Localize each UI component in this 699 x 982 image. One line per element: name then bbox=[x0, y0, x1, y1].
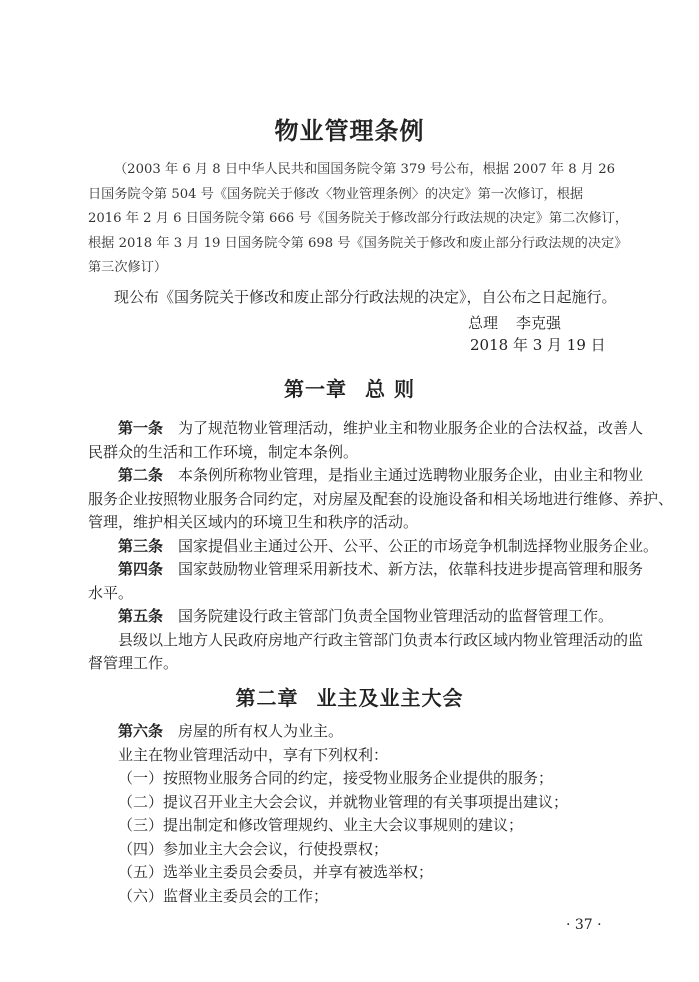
chapter-heading bbox=[0, 373, 699, 402]
paragraph-text: 水平。 bbox=[88, 583, 134, 602]
revision-note-line: 日国务院令第 504 号《国务院关于修改〈物业管理条例〉的决定》第一次修订，根据 bbox=[88, 186, 584, 202]
revision-note bbox=[88, 158, 629, 281]
paragraph-text: 管理，维护相关区域内的环境卫生和秩序的活动。 bbox=[88, 513, 419, 531]
paragraph-line bbox=[88, 464, 644, 488]
article-number: 第五条 bbox=[118, 607, 164, 625]
chapter-body bbox=[88, 417, 674, 676]
paragraph-line bbox=[88, 488, 674, 512]
paragraph-text: 为了规范物业管理活动，维护业主和物业服务企业的合法权益，改善人 bbox=[178, 419, 644, 437]
paragraph-text: 国家提倡业主通过公开、公平、公正的市场竞争机制选择物业服务企业。 bbox=[178, 536, 659, 555]
paragraph-line bbox=[88, 838, 622, 862]
paragraph-line bbox=[88, 605, 622, 629]
paragraph-text: 服务企业按照物业服务合同约定，对房屋及配套的设施设备和相关场地进行维修、养护、 bbox=[88, 489, 674, 508]
promulgation-text: 现公布《国务院关于修改和废止部分行政法规的决定》，自公布之日起施行。 bbox=[114, 288, 617, 306]
article-number: 第一条 bbox=[118, 419, 164, 437]
paragraph-text: （一）按照物业服务合同的约定，接受物业服务企业提供的服务； bbox=[118, 769, 554, 787]
paragraph-line bbox=[88, 652, 622, 676]
revision-note-line: （2003 年 6 月 8 日中华人民共和国国务院令第 379 号公布，根据 2007 年 8 月 26 bbox=[114, 162, 616, 177]
revision-note-line: 根据 2018 年 3 月 19 日国务院令第 698 号《国务院关于修改和废止部分行政法规的决定》 bbox=[88, 235, 628, 251]
article-number: 第四条 bbox=[118, 560, 164, 578]
chapter-heading bbox=[0, 682, 699, 711]
paragraph-text: （三）提出制定和修改管理规约、业主大会议事规则的建议； bbox=[118, 816, 524, 834]
article-number: 第三条 bbox=[118, 536, 164, 555]
paragraph-text: （四）参加业主大会会议，行使投票权； bbox=[118, 839, 389, 858]
document-title: 物业管理条例 bbox=[274, 117, 425, 145]
paragraph-text: （二）提议召开业主大会会议，并就物业管理的有关事项提出建议； bbox=[118, 792, 569, 811]
paragraph-line bbox=[88, 767, 622, 791]
paragraph-line bbox=[88, 885, 622, 909]
chapter-name: 总 则 bbox=[365, 377, 415, 401]
paragraph-text: 国务院建设行政主管部门负责全国物业管理活动的监督管理工作。 bbox=[178, 607, 614, 625]
paragraph-text: （六）监督业主委员会的工作； bbox=[118, 886, 329, 905]
signature-role: 总理 bbox=[468, 314, 499, 332]
chapter-body bbox=[88, 720, 622, 908]
revision-note-line: 2016 年 2 月 6 日国务院令第 666 号《国务院关于修改部分行政法规的决定》第二次修订， bbox=[88, 211, 629, 226]
paragraph-line bbox=[88, 417, 644, 441]
paragraph-text: 业主在物业管理活动中，享有下列权利： bbox=[118, 745, 389, 764]
signature bbox=[468, 312, 561, 333]
paragraph-line bbox=[88, 720, 622, 744]
article-number: 第六条 bbox=[118, 722, 164, 740]
paragraph-text: （五）选举业主委员会委员，并享有被选举权； bbox=[118, 863, 434, 881]
paragraph-line bbox=[88, 511, 622, 535]
paragraph-line bbox=[88, 814, 622, 838]
paragraph-text: 本条例所称物业管理，是指业主通过选聘物业服务企业，由业主和物业 bbox=[178, 466, 644, 484]
revision-note-line: 第三次修订） bbox=[88, 260, 168, 275]
paragraph-text: 房屋的所有权人为业主。 bbox=[178, 722, 344, 740]
signature-name: 李克强 bbox=[516, 314, 562, 332]
paragraph-line bbox=[88, 744, 622, 768]
page-number: · 37 · bbox=[566, 917, 602, 933]
paragraph-line bbox=[88, 441, 622, 465]
paragraph-text: 国家鼓励物业管理采用新技术、新方法，依靠科技进步提高管理和服务 bbox=[178, 560, 644, 578]
chapter-name: 业主及业主大会 bbox=[316, 686, 464, 710]
chapter-number: 第二章 bbox=[235, 686, 299, 710]
paragraph-text: 督管理工作。 bbox=[88, 654, 179, 672]
paragraph-line bbox=[88, 861, 622, 885]
paragraph-line bbox=[88, 791, 622, 815]
article-number: 第二条 bbox=[118, 466, 164, 484]
paragraph-text: 县级以上地方人民政府房地产行政主管部门负责本行政区域内物业管理活动的监 bbox=[118, 630, 644, 649]
paragraph-line bbox=[88, 535, 659, 559]
paragraph-line bbox=[88, 629, 644, 653]
chapter-number: 第一章 bbox=[284, 377, 348, 401]
paragraph-text: 民群众的生活和工作环境，制定本条例。 bbox=[88, 442, 359, 461]
paragraph-line bbox=[88, 558, 644, 582]
paragraph-line bbox=[88, 582, 622, 606]
promulgation-date: 2018 年 3 月 19 日 bbox=[470, 336, 606, 354]
